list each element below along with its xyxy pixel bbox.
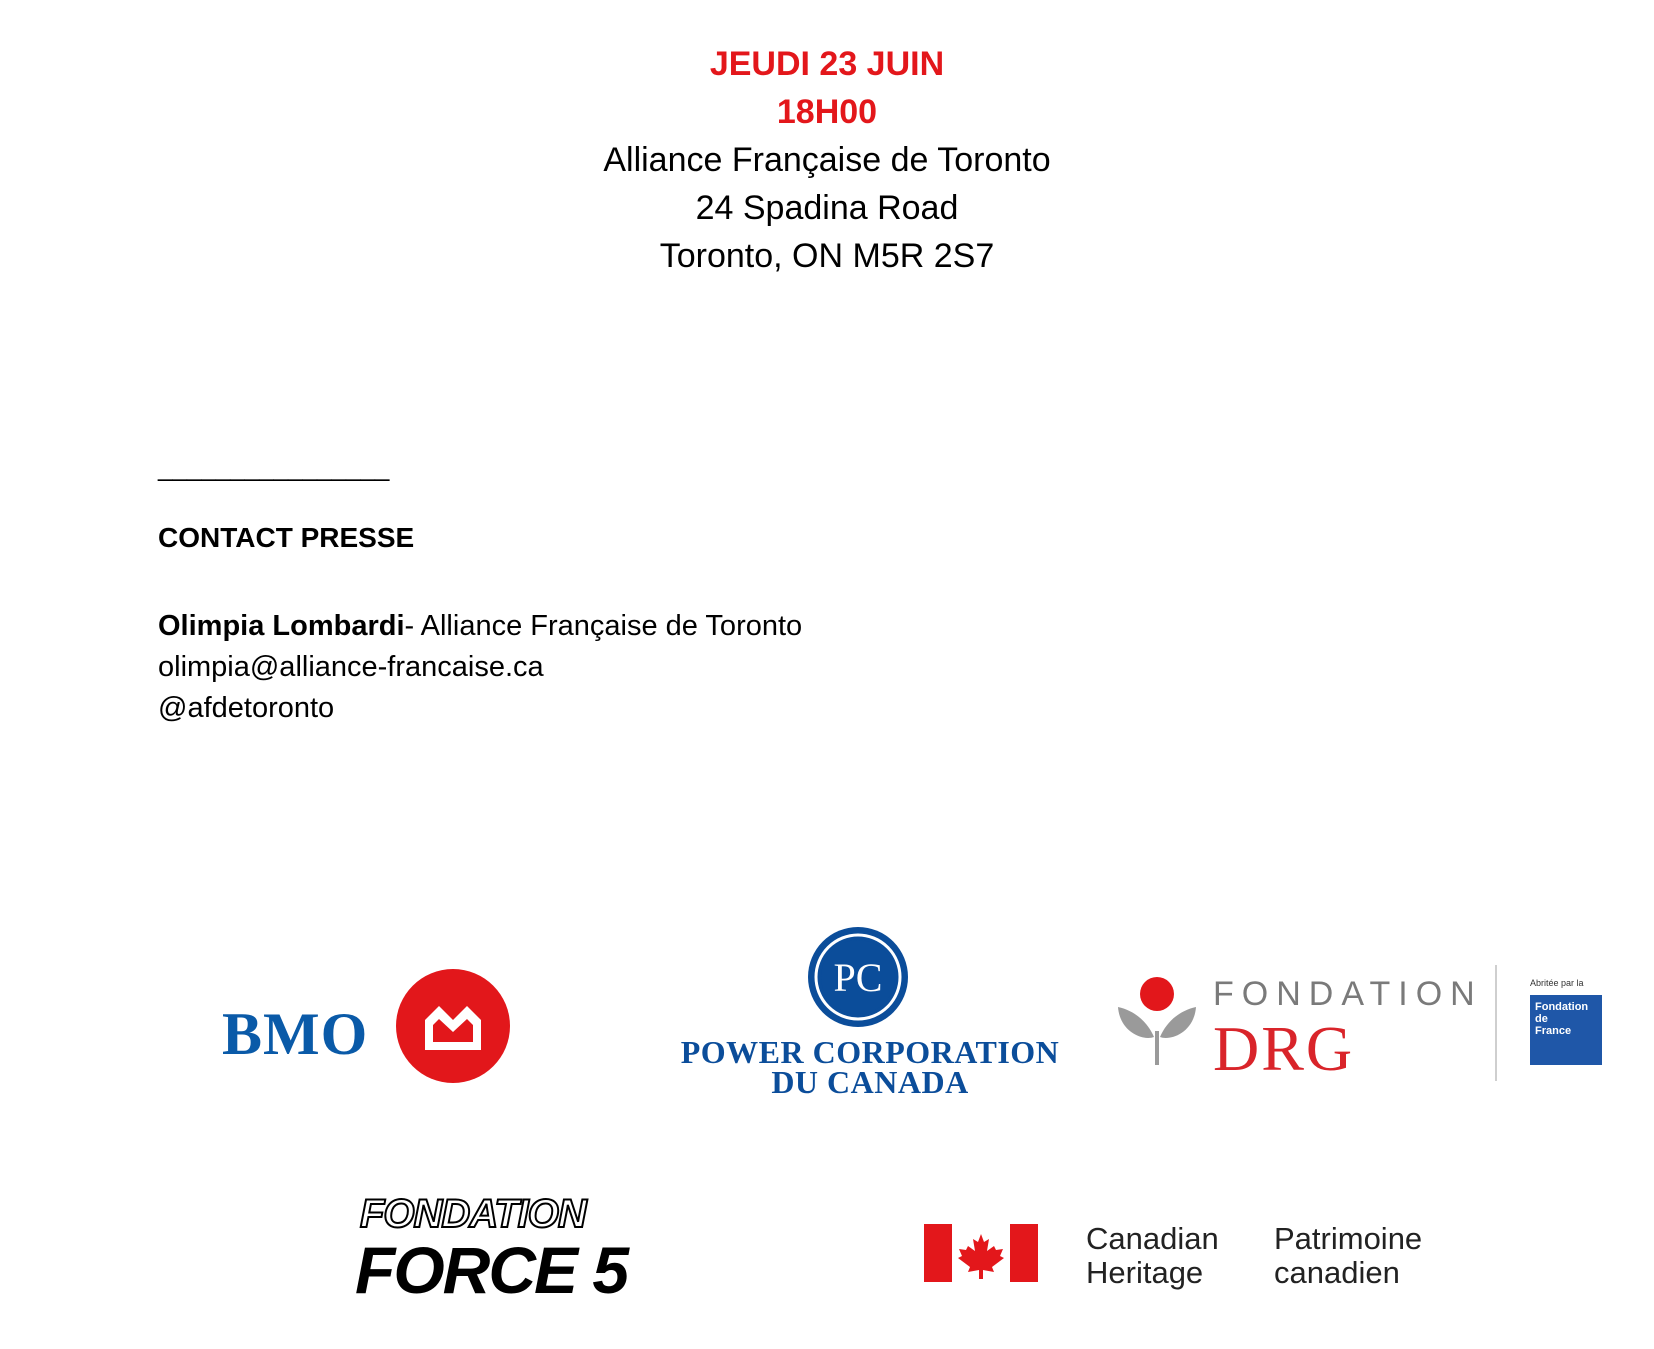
ch-en-line1: Canadian [1086,1221,1219,1256]
fdf-caption: Abritée par la [1530,978,1584,988]
contact-handle[interactable]: @afdetoronto [158,692,335,724]
ch-fr-line2: canadien [1274,1255,1400,1290]
pcc-line1: POWER CORPORATION [680,1034,1060,1070]
power-corporation-logo-text [600,1034,1140,1100]
canadian-heritage-en [1086,1222,1219,1290]
force5-text: FORCE 5 [355,1233,628,1307]
pcc-line2: DU CANADA [771,1064,969,1100]
ch-fr-line1: Patrimoine [1274,1221,1423,1256]
contact-name-line [158,606,802,647]
bmo-roundel-icon [395,968,511,1084]
svg-text:PC: PC [833,955,883,1000]
drg-fondation-text: FONDATION [1213,975,1483,1013]
contact-email[interactable]: olimpia@alliance-francaise.ca [158,651,544,683]
ch-en-line2: Heritage [1086,1255,1204,1290]
drg-text: DRG [1213,1013,1355,1084]
canada-flag-icon [924,1224,1038,1282]
event-info [0,40,1654,280]
fdf-line3: France [1535,1025,1572,1037]
drg-flower-icon [1114,975,1200,1069]
event-date: JEUDI 23 JUIN [709,45,945,83]
separator-line: ________________ [158,452,390,482]
force5-fondation-text: FONDATION [360,1192,586,1236]
fdf-line1: Fondation [1535,1001,1589,1013]
event-venue: Alliance Française de Toronto [603,141,1051,179]
contact-heading: CONTACT PRESSE [158,522,415,553]
fondation-de-france-logo [1530,995,1602,1065]
event-street: 24 Spadina Road [695,189,959,227]
logo-divider [1495,965,1497,1081]
fdf-line2: de [1535,1013,1548,1025]
contact-affiliation: - Alliance Française de Toronto [404,610,803,642]
canadian-heritage-fr [1274,1222,1422,1290]
bmo-logo-text: BMO [222,1001,369,1067]
event-time: 18H00 [776,93,878,131]
contact-name: Olimpia Lombardi [158,610,405,642]
event-city: Toronto, ON M5R 2S7 [659,237,995,275]
contact-details [158,606,802,729]
power-corporation-emblem-icon [806,925,910,1029]
